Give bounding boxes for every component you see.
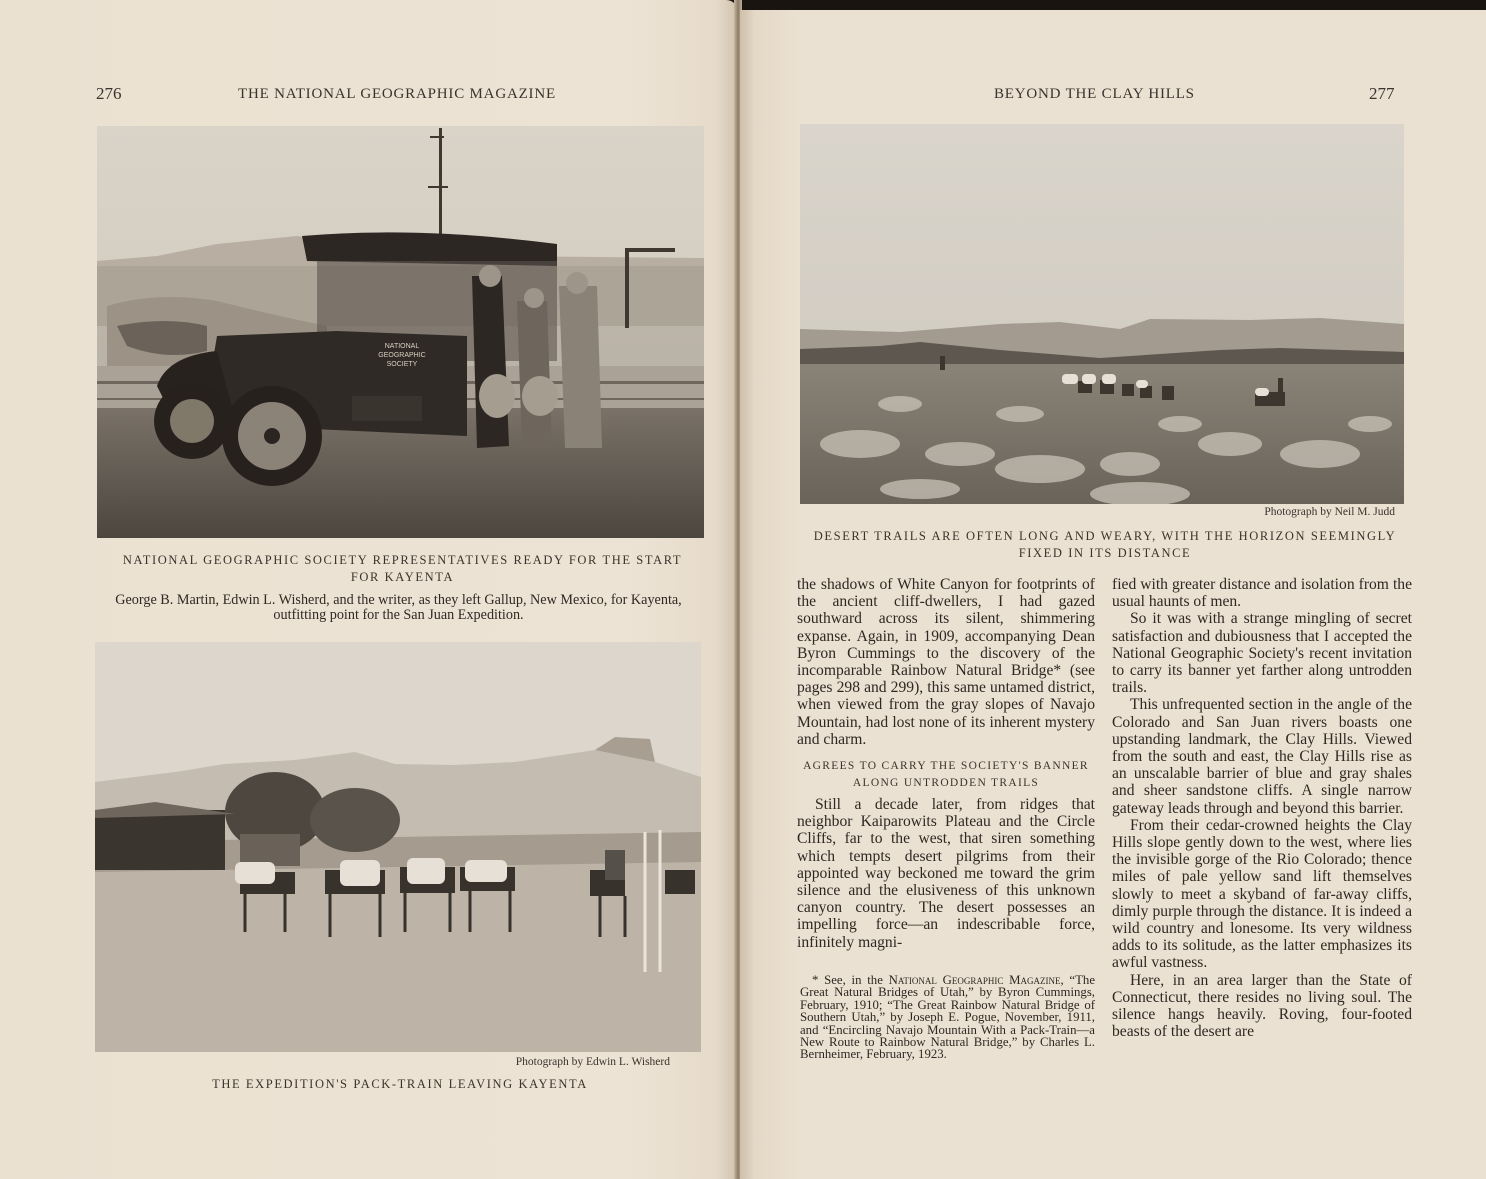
article-column-left <box>797 576 1095 951</box>
running-head-right: BEYOND THE CLAY HILLS <box>994 86 1195 102</box>
automobile-photo-image <box>97 126 704 538</box>
footnote-lead: * See, in the <box>812 973 889 987</box>
article-paragraph: the shadows of White Canyon for footprints of the ancient cliff-dwellers, I had gazed southward across its silent, shimmering expanse. Again, in 1909, accompanying Dean Byron Cummings to the discovery of the incomparable Rainbow Natural Bridge* (see pages 298 and 299), this same untamed district, when viewed from the gray slopes of Navajo Mountain, had lost none of its inherent mystery and charm. <box>797 576 1095 748</box>
pack-train-photo-image <box>95 642 701 1052</box>
vehicle-lettering-3: SOCIETY <box>386 361 418 368</box>
article-paragraph: Here, in an area larger than the State of Connecticut, there resides no living soul. The silence hangs heavily. Roving, four-footed beasts of the desert are <box>1112 971 1412 1041</box>
caption-title-desert-trail: DESERT TRAILS ARE OFTEN LONG AND WEARY, WITH THE HORIZON SEEMINGLY FIXED IN ITS DISTANCE <box>813 529 1397 560</box>
photo-automobile <box>97 126 704 538</box>
photo-credit-judd: Photograph by Neil M. Judd <box>1264 506 1395 518</box>
article-paragraph: From their cedar-crowned heights the Clay Hills slope gently down to the west, where lies the invisible gorge of the Rio Colorado; thence miles of pale yellow sand lift themselves slowly to meet a skyband of far-away cliffs, dimly purple through the distance. It is indeed a wild country and lonesome. Its very wildness adds to its solitude, as the latter emphasizes its awful vastness. <box>1112 816 1412 972</box>
footnote <box>800 974 1095 1061</box>
photo-desert-trail <box>800 124 1404 504</box>
page-number-right: 277 <box>1369 84 1395 103</box>
photo-credit-wisherd: Photograph by Edwin L. Wisherd <box>515 1056 670 1068</box>
caption-title-automobile: NATIONAL GEOGRAPHIC SOCIETY REPRESENTATIVES READY FOR THE START FOR KAYENTA <box>122 553 683 584</box>
caption-body-automobile: George B. Martin, Edwin L. Wisherd, and the writer, as they left Gallup, New Mexico, for Kayenta, outfitting point for the San Juan Expedition. <box>115 592 682 623</box>
caption-title-pack-train: THE EXPEDITION'S PACK-TRAIN LEAVING KAYENTA <box>212 1077 588 1091</box>
article-paragraph: Still a decade later, from ridges that neighbor Kaiparowits Plateau and the Circle Cliffs, far to the west, that siren something which tempts desert pilgrims from their appointed way beckoned me toward the grim silence and the elusiveness of this unknown canyon country. The desert possesses an impelling force—an indescribable force, infinitely magni- <box>797 796 1095 951</box>
article-column-right <box>1112 576 1412 1040</box>
photo-pack-train <box>95 642 701 1052</box>
page-number-left: 276 <box>96 84 122 103</box>
article-paragraph: So it was with a strange mingling of secret satisfaction and dubiousness that I accepted the National Geographic Society's recent invitation to carry its banner yet farther along untrodden trails. <box>1112 610 1412 697</box>
right-page <box>740 10 1486 1179</box>
left-page <box>0 0 738 1179</box>
section-subhead: AGREES TO CARRY THE SOCIETY'S BANNER ALONG UNTRODDEN TRAILS <box>803 760 1089 790</box>
article-paragraph: This unfrequented section in the angle of the Colorado and San Juan rivers boasts one upstanding landmark, the Clay Hills. Viewed from the south and east, the Clay Hills rise as an unscalable barrier of blue and gray shales and sheer sandstone cliffs. A single narrow gateway leads through and beyond this barrier. <box>1112 696 1412 817</box>
footnote-magazine-title: National Geographic Magazine <box>888 973 1061 987</box>
vehicle-lettering-1: NATIONAL <box>384 343 420 350</box>
desert-trail-photo-image <box>800 124 1404 504</box>
footnote-text: , “The Great Natural Bridges of Utah,” by Byron Cummings, February, 1910; “The Great Rainbow Natural Bridge of Southern Utah,” by Joseph E. Pogue, November, 1911, and “Encircling Navajo Mountain With a Pack-Train—a New Route to Rainbow Natural Bridge,” by Charles L. Bernheimer, February, 1923. <box>800 973 1096 1062</box>
running-head-left: THE NATIONAL GEOGRAPHIC MAGAZINE <box>238 86 556 102</box>
vehicle-lettering-2: GEOGRAPHIC <box>378 352 426 359</box>
article-paragraph: fied with greater distance and isolation from the usual haunts of men. <box>1112 576 1412 611</box>
